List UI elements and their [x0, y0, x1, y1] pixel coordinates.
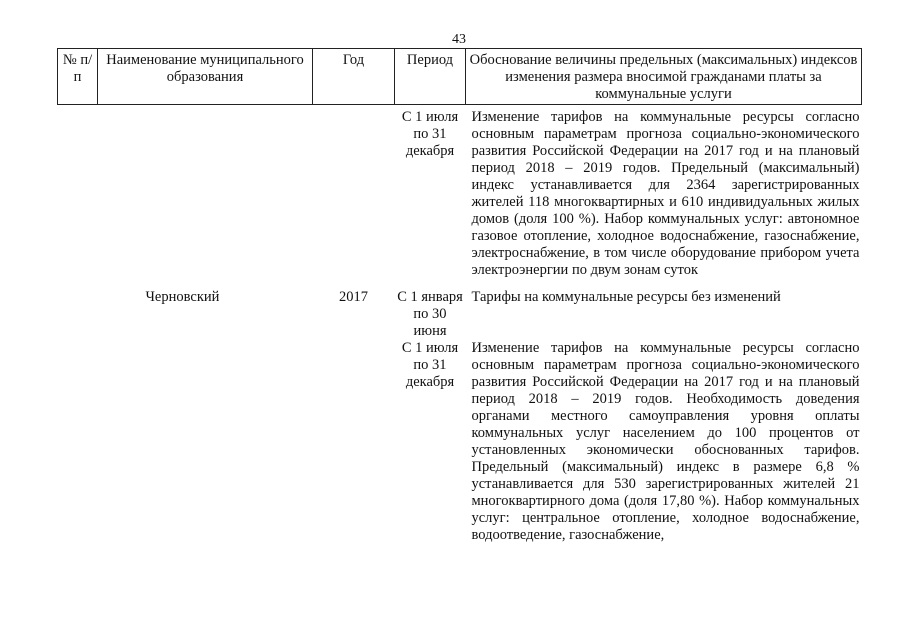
- header-municipality-name: Наименование муниципального образования: [98, 49, 313, 105]
- spacer-cell: [58, 279, 862, 289]
- cell-year: 2017: [339, 289, 368, 305]
- tariff-index-table: [57, 48, 862, 544]
- cell-justification: Изменение тарифов на коммунальные ресурсы согласно основным параметрам прогноза социально-экономического развития Российской Федерации на 2017 год и на плановый период 2018 – 2019 годов. Предельный (максимальный) индекс устанавливается для 2364 зарегистрированных жителей 118 многоквартирных и 610 индивидуальных жилых домов (доля 100 %). Набор коммунальных услуг: автономное газовое отопление, холодное водоснабжение, газоснабжение, электроснабжение, в том числе оборудование прибором учета электроэнергии по двум зонам суток: [471, 109, 860, 278]
- cell-period: С 1 января по 30 июня: [397, 289, 463, 339]
- cell-justification: Изменение тарифов на коммунальные ресурсы согласно основным параметрам прогноза социально-экономического развития Российской Федерации на 2017 год и на плановый период 2018 – 2019 годов. Необходимость доведения органами местного самоуправления уровня оплаты коммунальных услуг населением до 100 процентов от установленных экономически обоснованных тарифов. Предельный (максимальный) индекс в размере 6,8 % устанавливается для 530 зарегистрированных жителей 21 многоквартирного дома (доля 17,80 %). Набор коммунальных услуг: центральное отопление, холодное водоснабжение, водоотведение, газоснабжение,: [471, 340, 860, 543]
- cell-year: [313, 105, 395, 280]
- table-row: [58, 289, 862, 340]
- table-row: [58, 340, 862, 544]
- cell-num: [58, 289, 98, 340]
- page-number: 43: [452, 32, 466, 47]
- cell-municipality-name: [98, 340, 313, 544]
- cell-period: С 1 июля по 31 декабря: [401, 340, 459, 390]
- cell-justification: Тарифы на коммунальные ресурсы без изменений: [471, 289, 781, 305]
- header-period: Период: [395, 49, 466, 105]
- table-header-row: [58, 49, 862, 105]
- cell-num: [58, 340, 98, 544]
- table-header: [58, 49, 862, 105]
- cell-period: С 1 июля по 31 декабря: [401, 109, 459, 159]
- cell-year: [313, 340, 395, 544]
- cell-municipality-name: Черновский: [145, 289, 220, 305]
- row-spacer: [58, 279, 862, 289]
- table-row: [58, 105, 862, 280]
- header-num: № п/п: [58, 49, 98, 105]
- cell-municipality-name: [98, 105, 313, 280]
- table-body: [58, 105, 862, 545]
- header-year: Год: [313, 49, 395, 105]
- cell-num: [58, 105, 98, 280]
- header-justification: Обоснование величины предельных (максимальных) индексов изменения размера вносимой гражданами платы за коммунальные услуги: [466, 49, 862, 105]
